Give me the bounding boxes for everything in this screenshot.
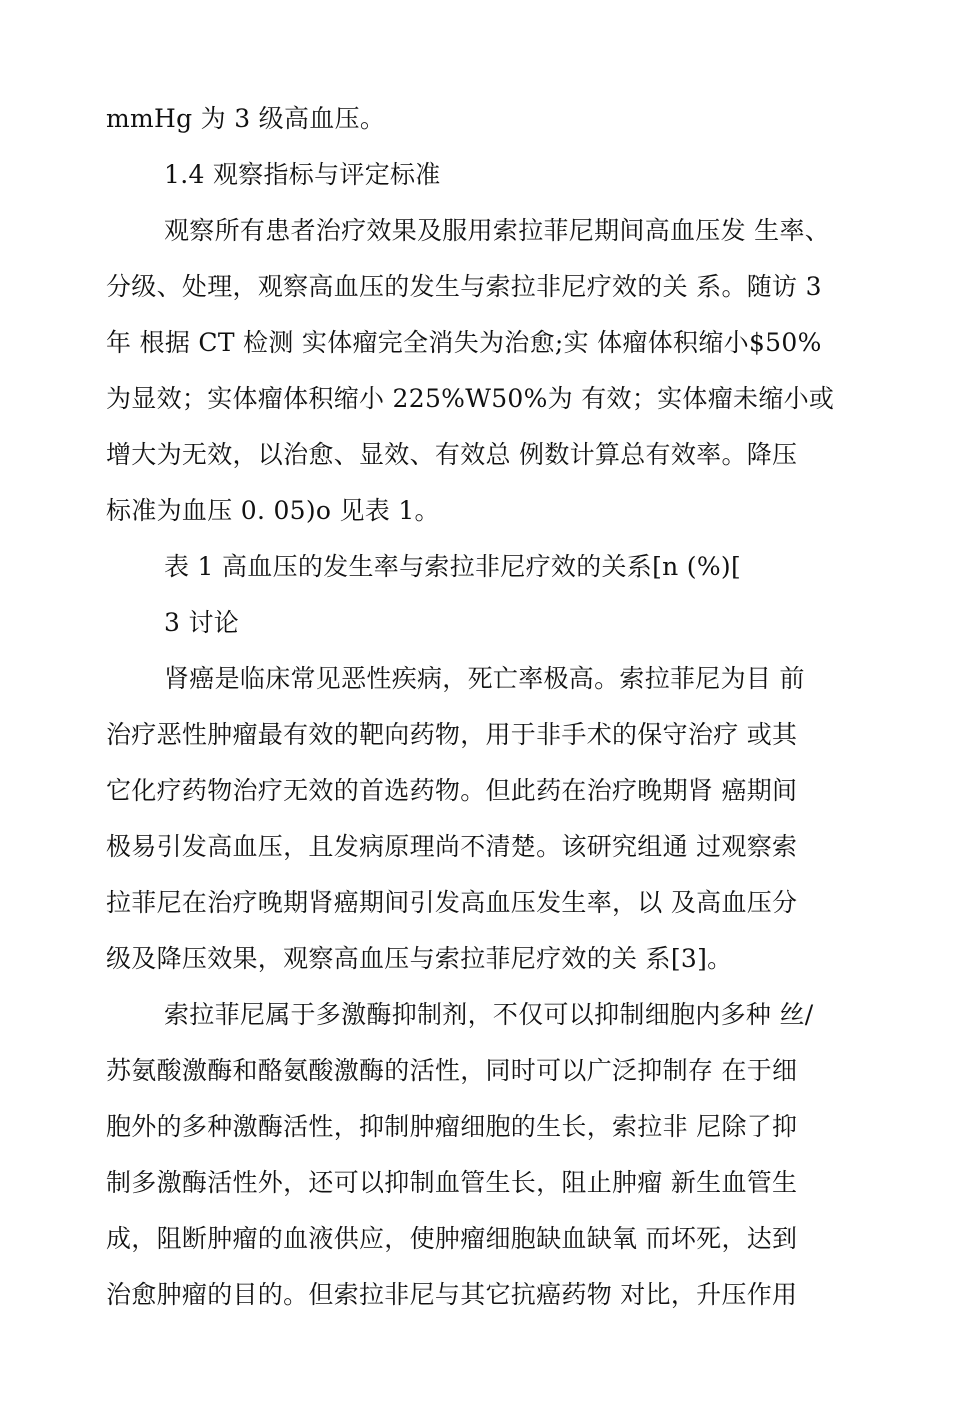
paragraph-line: 级及降压效果，观察高血压与索拉菲尼疗效的关 系[3]。 [106,944,733,973]
paragraph-line: 它化疗药物治疗无效的首选药物。但此药在治疗晚期肾 癌期间 [106,776,798,805]
paragraph-line: 胞外的多种激酶活性，抑制肿瘤细胞的生长，索拉非 尼除了抑 [106,1112,798,1141]
paragraph-line: 成，阻断肿瘤的血液供应，使肿瘤细胞缺血缺氧 而坏死，达到 [106,1224,798,1253]
paragraph-line: 增大为无效，以治愈、显效、有效总 例数计算总有效率。降压 [106,440,798,469]
paragraph-line: 肾癌是临床常见恶性疾病，死亡率极高。索拉菲尼为目 前 [164,664,805,693]
section-heading: 3 讨论 [164,608,240,637]
paragraph-line: 治疗恶性肿瘤最有效的靶向药物，用于非手术的保守治疗 或其 [106,720,798,749]
section-heading: 1.4 观察指标与评定标准 [164,160,441,189]
paragraph-line: 为显效；实体瘤体积缩小 225%W50%为 有效；实体瘤未缩小或 [106,384,835,413]
paragraph-line: 苏氨酸激酶和酪氨酸激酶的活性，同时可以广泛抑制存 在于细 [106,1056,798,1085]
paragraph-line: 极易引发高血压，且发病原理尚不清楚。该研究组通 过观察索 [106,832,798,861]
paragraph-line: 观察所有患者治疗效果及服用索拉菲尼期间高血压发 生率、 [164,216,831,245]
paragraph-line: 治愈肿瘤的目的。但索拉非尼与其它抗癌药物 对比，升压作用 [106,1280,798,1309]
paragraph-line: 制多激酶活性外，还可以抑制血管生长，阻止肿瘤 新生血管生 [106,1168,798,1197]
table-caption: 表 1 高血压的发生率与索拉非尼疗效的关系[n (%)[ [164,552,742,581]
paragraph-line: 标准为血压 0. 05)o 见表 1。 [106,496,440,525]
paragraph-line: 拉菲尼在治疗晚期肾癌期间引发高血压发生率，以 及高血压分 [106,888,798,917]
text-line: mmHg 为 3 级高血压。 [106,104,386,133]
paragraph-line: 分级、处理，观察高血压的发生与索拉非尼疗效的关 系。随访 3 [106,272,822,301]
paragraph-line: 年 根据 CT 检测 实体瘤完全消失为治愈;实 体瘤体积缩小$50% [106,328,822,357]
paragraph-line: 索拉菲尼属于多激酶抑制剂，不仅可以抑制细胞内多种 丝/ [164,1000,814,1029]
